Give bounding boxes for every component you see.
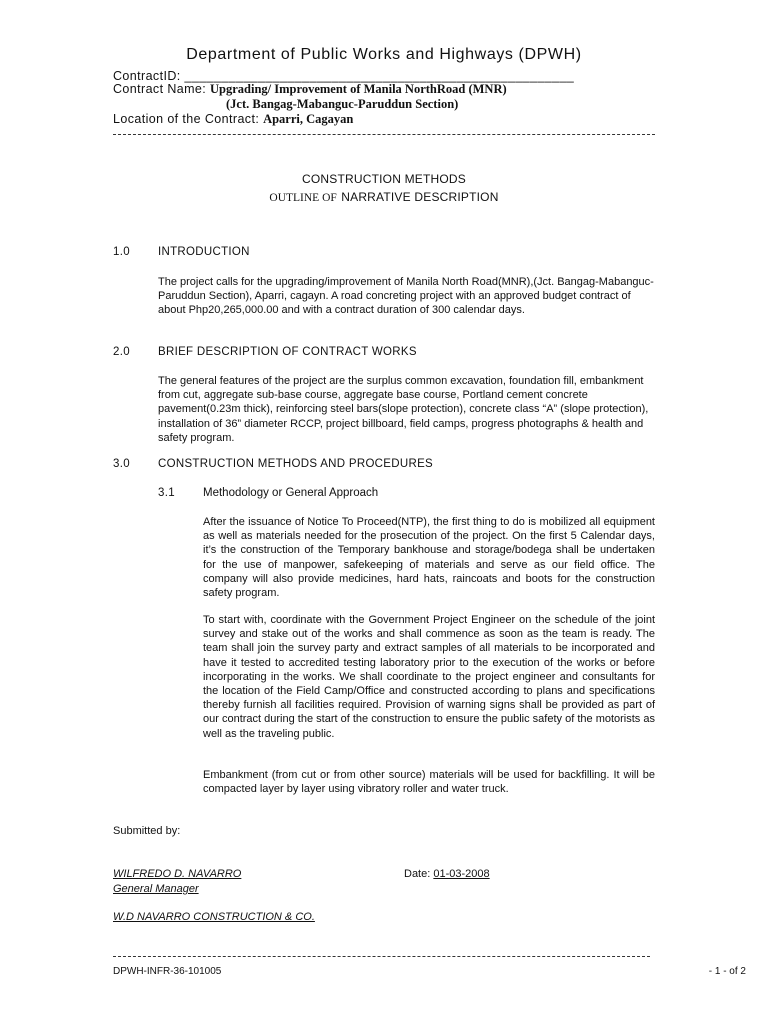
methodology-paragraph-1: After the issuance of Notice To Proceed(NTP), the first thing to do is mobilized all equipment as well as materials needed for the prosecution of the project. On the first 5 Calendar days, it’s the construction of the Temporary bankhouse and storage/bodega shall be undertaken for the use of manpower, safekeeping of materials and serve as our field office. The company will also provide medicines, hard hats, raincoats and boots for the construction safety program. [203, 516, 655, 600]
contract-name-subtitle: (Jct. Bangag-Mabanguc-Paruddun Section) [226, 97, 459, 111]
signatory-name: WILFREDO D. NAVARRO [113, 868, 242, 880]
section-3-1-heading: Methodology or General Approach [203, 487, 379, 499]
submitted-by-label: Submitted by: [113, 825, 181, 837]
section-3-number: 3.0 [113, 458, 130, 470]
section-2-heading: BRIEF DESCRIPTION OF CONTRACT WORKS [158, 346, 417, 358]
signatory-position: General Manager [113, 883, 199, 895]
section-1-number: 1.0 [113, 246, 130, 258]
department-title: Department of Public Works and Highways (DPWH) [186, 46, 582, 63]
footer-divider [113, 956, 650, 957]
location-label: Location of the Contract: [113, 112, 260, 126]
document-subtitle [0, 188, 768, 206]
subtitle-main: NARRATIVE DESCRIPTION [341, 190, 499, 204]
section-3-1-number: 3.1 [158, 487, 175, 499]
location-value: Aparri, Cagayan [263, 112, 354, 126]
section-2-paragraph: The general features of the project are the surplus common excavation, foundation fill, embankment from cut, aggregate sub-base course, aggregate base course, Portland cement concrete pavement(0.23m thick), reinforcing steel bars(slope protection), concrete class “A” (slope protection), installation of 36” diameter RCCP, project billboard, field camps, progress photographs & health and safety program. [158, 375, 649, 444]
subtitle-prefix: OUTLINE OF [269, 192, 337, 204]
date-value: 01-03-2008 [433, 868, 490, 880]
contract-id-label: ContractID: [113, 69, 181, 83]
contract-id-value: _____________________________________________________ [184, 69, 575, 83]
document-code: DPWH-INFR-36-101005 [113, 966, 222, 977]
section-1-paragraph: The project calls for the upgrading/improvement of Manila North Road(MNR),(Jct. Bangag-Mabanguc-Paruddun Section), Aparri, cagayn. A road concreting project with an approved budget contract of about Php20,265,000.00 and with a contract duration of 300 calendar days. [158, 276, 654, 317]
date-row [404, 868, 490, 880]
section-2-number: 2.0 [113, 346, 130, 358]
section-3-heading: CONSTRUCTION METHODS AND PROCEDURES [158, 458, 434, 470]
section-1-heading: INTRODUCTION [158, 246, 250, 258]
contract-name-value: Upgrading/ Improvement of Manila NorthRoad (MNR) [210, 82, 507, 96]
methodology-paragraph-3: Embankment (from cut or from other source) materials will be used for backfilling. It will be compacted layer by layer using vibratory roller and water truck. [203, 769, 655, 796]
company-name: W.D NAVARRO CONSTRUCTION & CO. [113, 911, 315, 923]
methodology-paragraph-2: To start with, coordinate with the Government Project Engineer on the schedule of the joint survey and stake out of the works and shall commence as soon as the team is ready. The team shall join the survey party and extract samples of all materials to be incorporated and have it tested to accredited testing laboratory prior to the execution of the works or before incorporating in the works. We shall coordinate to the project engineer and consultants for the location of the Field Camp/Office and constructed according to plans and specifications thereby furnish all facilities required. Provision of warning signs shall be provided as part of our contract during the start of the construction to ensure the public safety of the motorists as well as the traveling public. [203, 614, 655, 740]
contract-name-row [113, 82, 507, 97]
contract-name-label: Contract Name: [113, 82, 207, 96]
header-divider [113, 134, 655, 135]
page-number: - 1 - of 2 [708, 966, 746, 977]
document-title: CONSTRUCTION METHODS [302, 172, 466, 186]
date-label: Date: [404, 868, 431, 880]
location-row [113, 112, 353, 127]
contract-id-row [113, 69, 574, 83]
